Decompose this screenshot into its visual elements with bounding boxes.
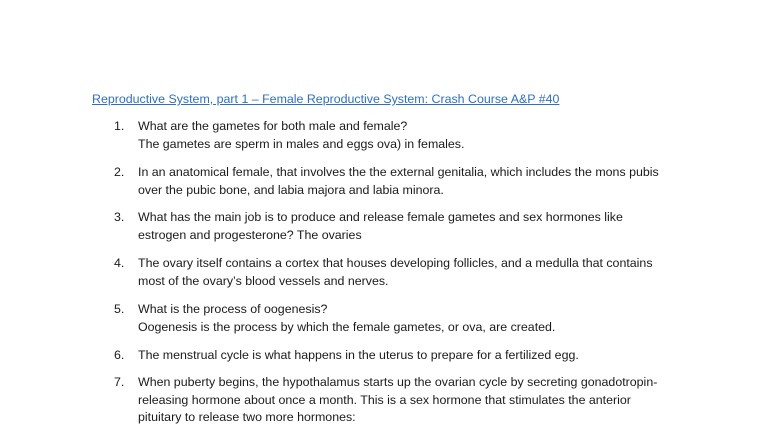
item-line: The ovary itself contains a cortex that houses developing follicles, and a medulla that contains bbox=[138, 256, 653, 270]
item-number: 2. bbox=[114, 165, 125, 179]
item-number: 7. bbox=[114, 375, 125, 389]
item-text bbox=[138, 347, 734, 365]
item-line: pituitary to release two more hormones: bbox=[138, 410, 356, 424]
item-line: What are the gametes for both male and female? bbox=[138, 119, 408, 133]
item-number: 1. bbox=[114, 119, 125, 133]
item-number: 6. bbox=[114, 348, 125, 362]
item-line: When puberty begins, the hypothalamus starts up the ovarian cycle by secreting gonadotropin- bbox=[138, 375, 658, 389]
item-line: most of the ovary’s blood vessels and nerves. bbox=[138, 273, 389, 288]
item-line: In an anatomical female, that involves the the external genitalia, which includes the mons pubis bbox=[138, 165, 659, 179]
item-text bbox=[138, 164, 734, 199]
item-line: Oogenesis is the process by which the female gametes, or ova, are created. bbox=[138, 319, 556, 334]
item-line: What has the main job is to produce and release female gametes and sex hormones like bbox=[138, 210, 623, 224]
item-line: over the pubic bone, and labia majora and labia minora. bbox=[138, 182, 444, 197]
item-text bbox=[138, 255, 734, 290]
item-number: 4. bbox=[114, 256, 125, 270]
item-text bbox=[138, 374, 734, 427]
item-line: estrogen and progesterone? The ovaries bbox=[138, 227, 362, 242]
item-line: releasing hormone about once a month. This is a sex hormone that stimulates the anterior bbox=[138, 392, 631, 407]
item-line: The gametes are sperm in males and eggs ova) in females. bbox=[138, 136, 465, 151]
item-line: The menstrual cycle is what happens in the uterus to prepare for a fertilized egg. bbox=[138, 348, 579, 362]
item-line: What is the process of oogenesis? bbox=[138, 302, 328, 316]
video-title-link[interactable]: Reproductive System, part 1 – Female Reproductive System: Crash Course A&P #40 bbox=[92, 92, 560, 106]
item-text bbox=[138, 301, 734, 336]
item-number: 5. bbox=[114, 302, 125, 316]
item-number: 3. bbox=[114, 210, 125, 224]
item-text bbox=[138, 118, 734, 153]
item-text bbox=[138, 209, 734, 244]
